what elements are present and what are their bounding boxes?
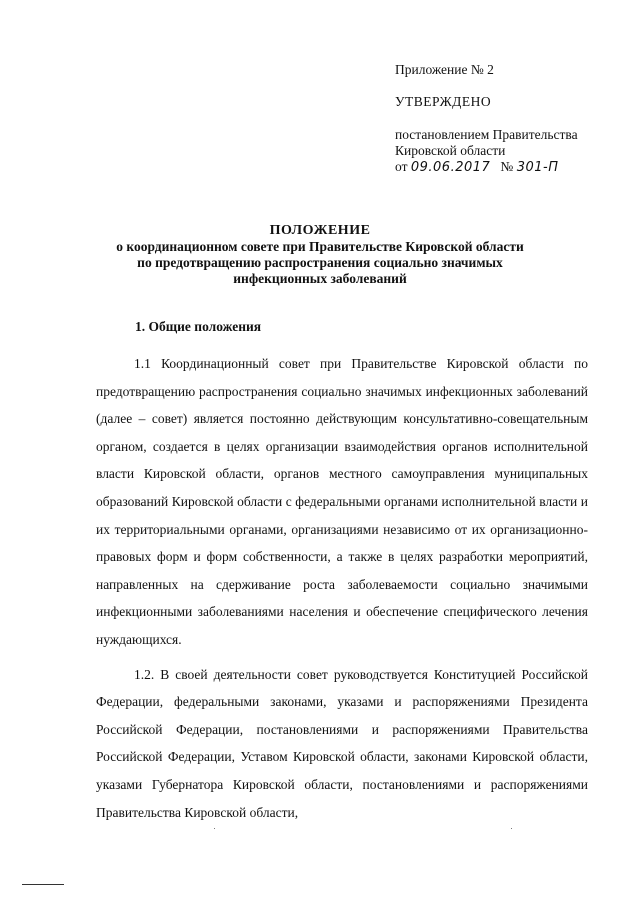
section-heading: 1. Общие положения <box>135 319 262 334</box>
scan-speck <box>511 828 512 829</box>
handwritten-date: 09.06.2017 <box>410 160 491 175</box>
title-line-1: о координационном совете при Правительстве Кировской области <box>116 239 524 254</box>
decree-line-2: Кировской области <box>395 143 506 158</box>
paragraph-1-2: 1.2. В своей деятельности совет руководствуется Конституцией Российской Федерации, федеральными законами, указами и распоряжениями Президента Российской Федерации, постановлениями и распоряжениями Правительства Российской Федерации, Уставом Кировской области, законами Кировской области, указами Губернатора Кировской области, постановлениями и распоряжениями Правительства Кировской области, <box>96 666 588 820</box>
approved-stamp: УТВЕРЖДЕНО <box>395 94 492 109</box>
title-line-3: инфекционных заболеваний <box>233 271 407 286</box>
document-body <box>96 350 588 833</box>
title-main: ПОЛОЖЕНИЕ <box>269 223 371 238</box>
from-label: от <box>395 159 408 174</box>
title-line-2: по предотвращению распространения социально значимых <box>137 255 503 270</box>
decree-date-number-line <box>395 159 578 176</box>
scan-speck <box>214 828 215 829</box>
number-label: № <box>500 159 514 174</box>
approval-block <box>395 62 578 176</box>
annex-label: Приложение № 2 <box>395 62 494 77</box>
decree-line-1: постановлением Правительства <box>395 127 578 142</box>
paragraph-1-1: 1.1 Координационный совет при Правительстве Кировской области по предотвращению распространения социально значимых инфекционных заболеваний (далее – совет) является постоянно действующим консультативно-совещательным органом, создается в целях организации взаимодействия органов исполнительной власти Кировской области, органов местного самоуправления муниципальных образований Кировской области с федеральными органами исполнительной власти и их территориальными органами, организациями независимо от их организационно-правовых форм и форм собственности, а также в целях разработки мероприятий, направленных на сдерживание роста заболеваемости социально значимыми инфекционными заболеваниями населения и обеспечение специфического лечения нуждающихся. <box>96 356 588 647</box>
document-title <box>0 223 640 287</box>
footer-rule <box>22 884 64 885</box>
handwritten-number: 301-П <box>516 160 559 175</box>
